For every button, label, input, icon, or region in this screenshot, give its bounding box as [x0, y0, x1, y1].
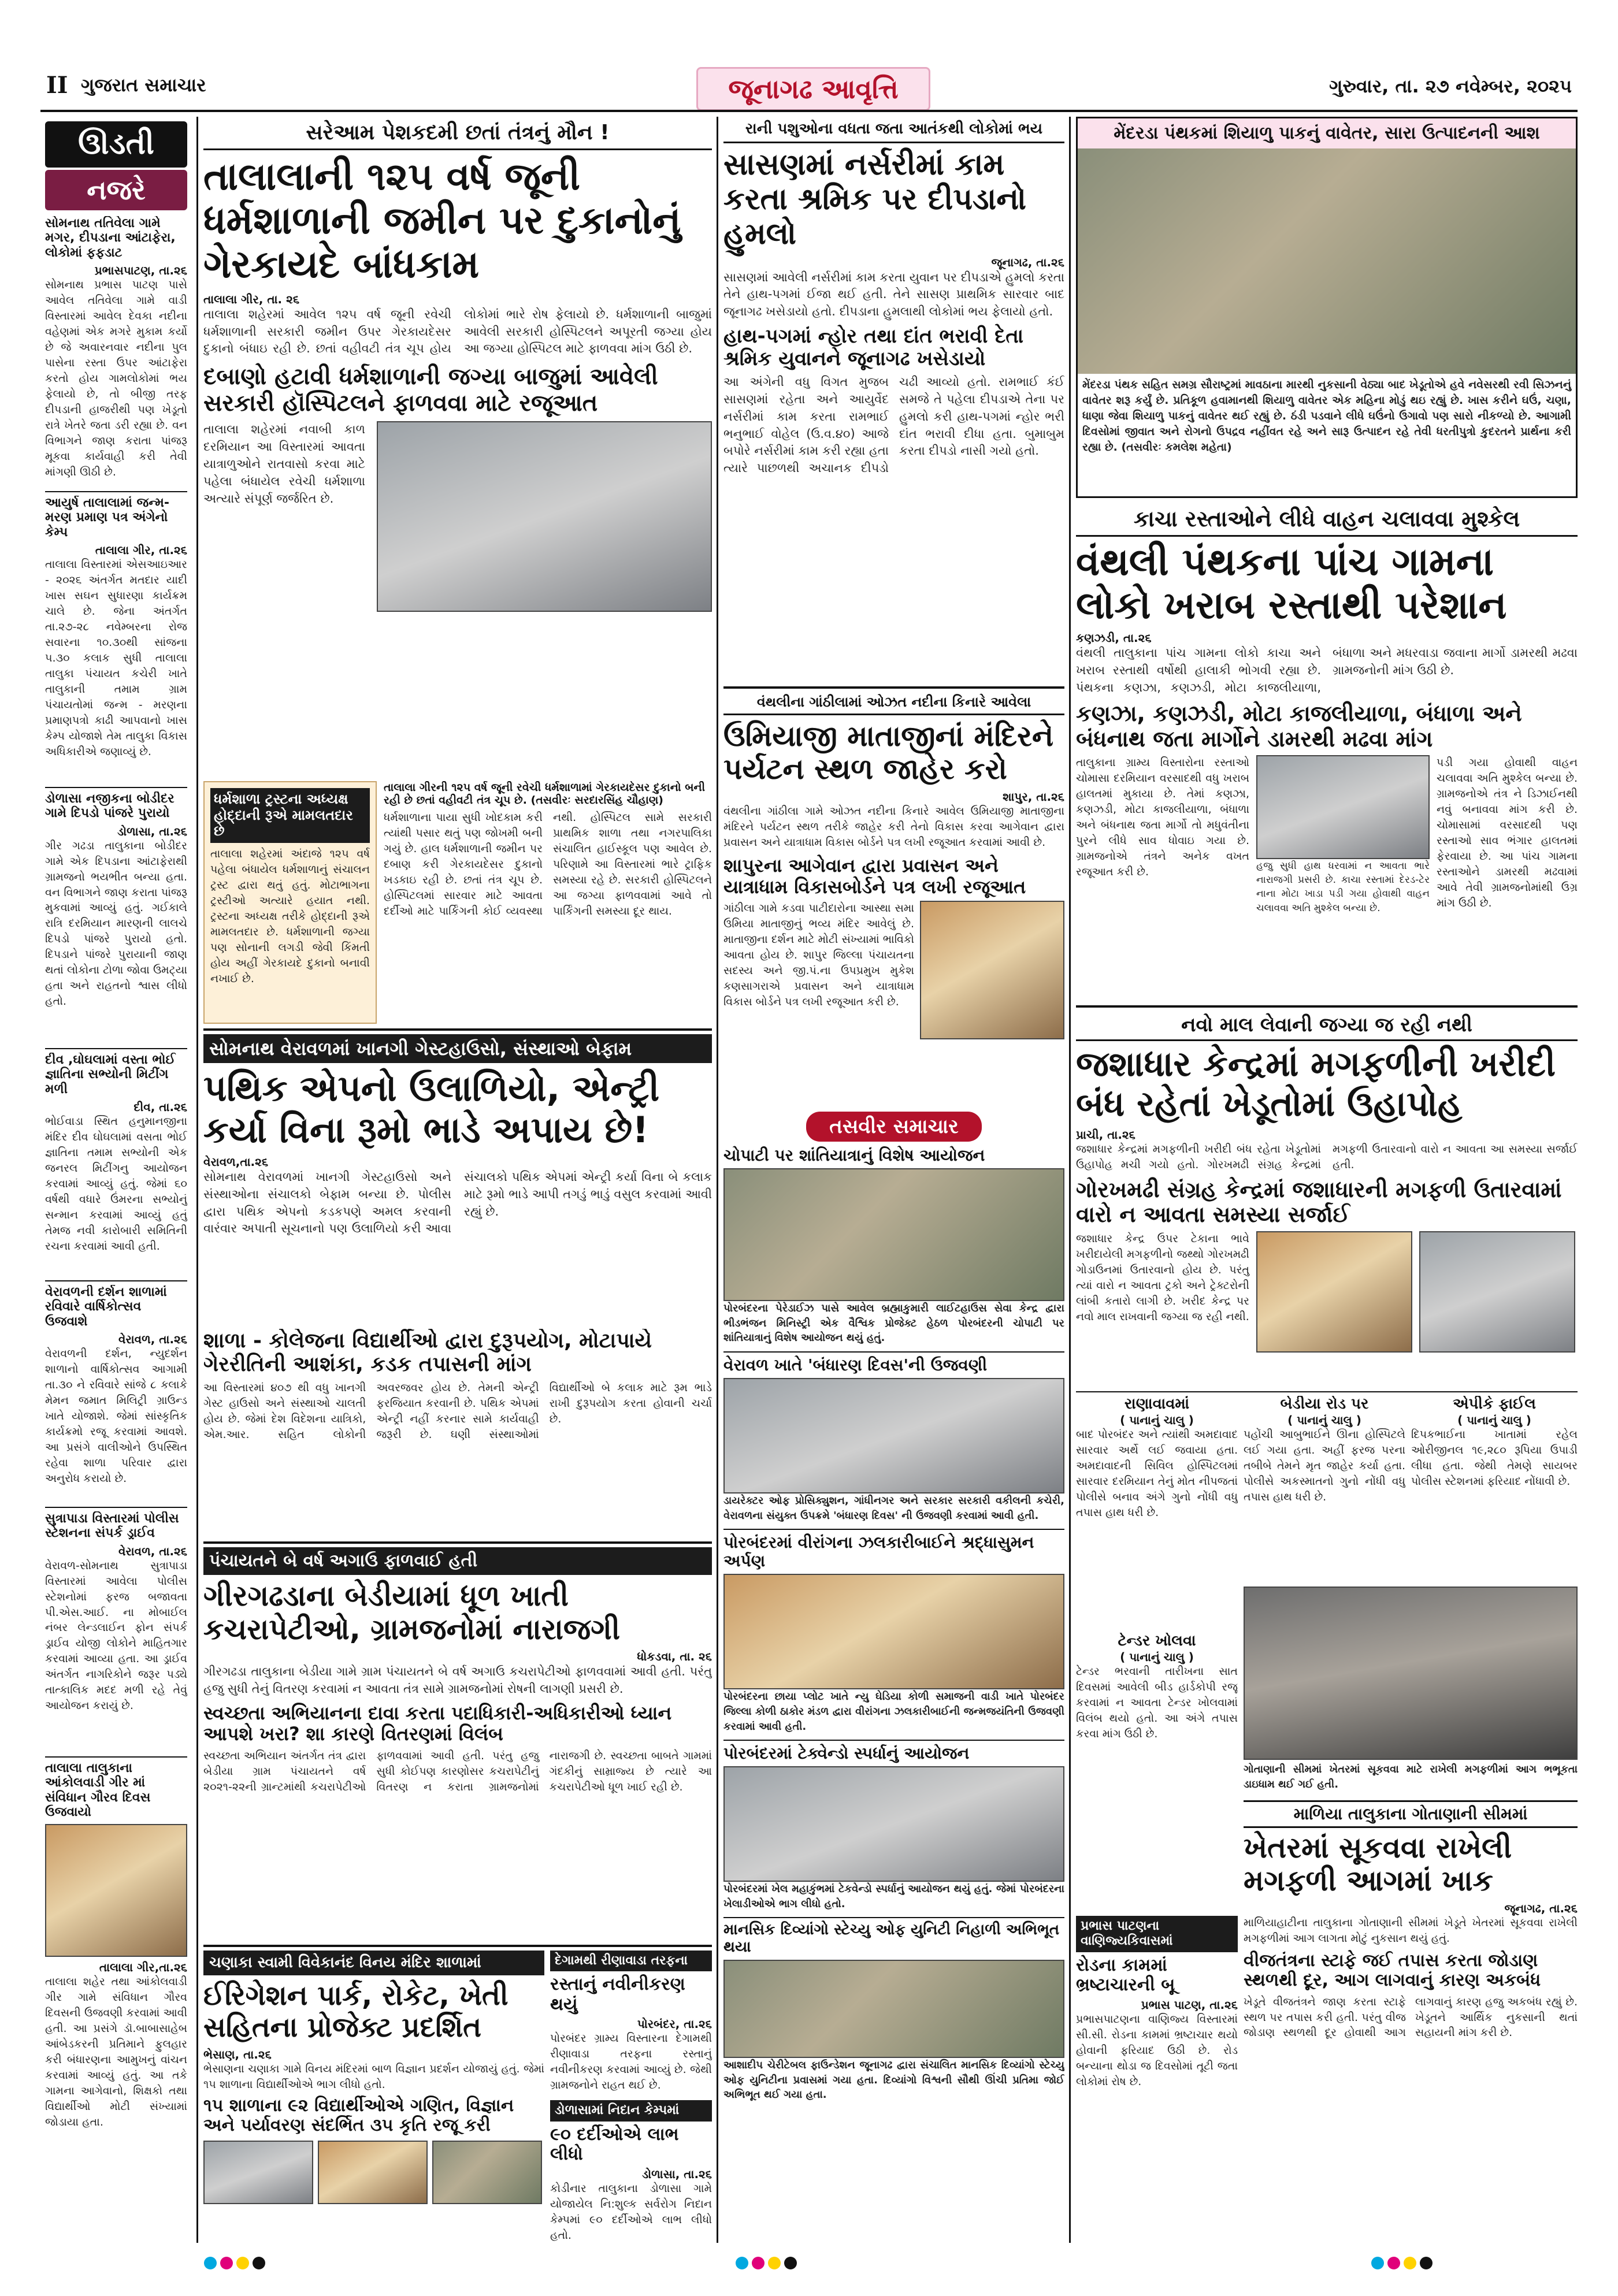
udti-item-photo-caption: તાલાલા ગીર,તા.૨૬ [99, 1960, 187, 1975]
jashadhar-dateline: પ્રાચી, તા.૨૬ [1076, 1127, 1135, 1142]
fire-headline: ખેતરમાં સૂકવવા રાખેલી મગફળી આગમાં ખાક [1244, 1830, 1512, 1898]
edition-title-text: જૂનાગઢ આવૃત્તિ [728, 73, 899, 105]
udti-item-dateline: તાલાલા ગીર, તા.૨૬ [95, 543, 187, 557]
dharmashala-body-1: તાલાલા શહેરમાં આવેલ ૧૨૫ વર્ષ જૂની રવેચી ધર્મશાળાની સરકારી જમીન ઉપર ગેરકાયદેસર દુકાનો બંધાઇ રહી છે. છતાં વહીવટી તંત્ર ચૂપ હોય લોકોમાં ભારે રોષ ફેલાયો છે. ધર્મશાળાની બાજુમાં આવેલી સરકારી હોસ્પિટલને અપૂરતી જગ્યા હોય આ જગ્યા હોસ્પિટલ માટે ફાળવવા માંગ ઉઠી છે. [203, 307, 712, 356]
dharmashala-dateline: તાલાલા ગીર, તા. ૨૬ [203, 292, 300, 306]
ranavav-rasta-dateline: પોરબંદર, તા.૨૬ [637, 2017, 712, 2031]
reg-dot-yellow [768, 2257, 781, 2269]
kacha-rasta-kicker: કાચા રસ્તાઓને લીધે વાહન ચલાવવા મુશ્કેલ [1076, 504, 1578, 537]
pathik-story [203, 1034, 712, 1323]
reg-dot-magenta [752, 2257, 765, 2269]
udti-najare-column [40, 117, 192, 2243]
pathik-kicker: સોમનાથ વેરાવળમાં ખાનગી ગેસ્ટહાઉસો, સંસ્થાઓ બેફામ [203, 1034, 712, 1063]
shiyalu-field-photo [1078, 148, 1576, 374]
umiyaji-subhead: શાપુરના આગેવાન દ્વારા પ્રવાસન અને યાત્રાધામ વિકાસબોર્ડને પત્ર લખી રજૂઆત [723, 854, 1026, 898]
umiyaji-kicker: વંથલીના ગાંઠીલામાં ઓઝત નદીના કિનારે આવેલા [723, 691, 1064, 715]
udti-item [45, 1761, 187, 2241]
reg-dot-cyan [736, 2257, 748, 2269]
issue-date: ગુરુવાર, તા. ૨૭ નવેમ્બર, ૨૦૨૫ [1329, 75, 1572, 97]
continued-body: બાદ પોરબંદર અને ત્યાંથી અમદાવાદ સારવાર અર્થે લઈ જવાયા હતા. અમદાવાદની સિવિલ હોસ્પિટલમાં સારવાર દરમિયાન તેનું મોત નીપજતાં પોલીસે બનાવ અંગે ગુનો નોંધી વધુ તપાસ હાથ ધરી છે. [1076, 1428, 1238, 1519]
tasvir-banner [723, 1112, 1064, 1142]
pathik-headline: પથિક એપનો ઉલાળિયો, એન્ટ્રી કર્યા વિના રૂમો ભાડે અપાય છે! [203, 1067, 660, 1151]
fire-kicker: માળિયા તાલુકાના ગોતાણાની સીમમાં [1244, 1800, 1578, 1828]
tasvir-photo-jhalkaribai [723, 1574, 1064, 1689]
continued-body: દિપકભાઈના ખાતામાં રહેલ ઓરીજીનલ ૧૯,૨૮૦ રૂપિયા ઉપાડી લીધા હતા. જેથી તેમણે સાયબર પોલીસ સ્ટેશનમાં ફરિયાદ નોંધાવી છે. [1411, 1428, 1578, 1488]
girgadhda-headline: ગીરગઢડાના બેડીયામાં ધૂળ ખાતી કચરાપેટીઓ, ગ્રામજનોમાં નારાજગી [203, 1579, 621, 1646]
tasvir-item-headline: માનસિક દિવ્યાંગો સ્ટેચ્યુ ઓફ યુનિટી નિહાળી અભિભૂત થયા [723, 1917, 1064, 1956]
irrigation-dateline: ભેસાણ, તા.૨૬ [203, 2047, 272, 2061]
udti-item-headline: દીવ ,ઘોઘલામાં વસ્તા ભોઈ જ્ઞાતિના સભ્યોની મિટીંગ મળી [45, 1053, 176, 1097]
reg-dot-magenta [1387, 2257, 1400, 2269]
udti-item-headline: આયુર્ષ તાલાલામાં જન્મ-મરણ પ્રમાણ પત્ર અંગેનો કેમ્પ [45, 496, 170, 540]
udti-item-dateline: વેરાવળ, તા.૨૬ [118, 1332, 187, 1346]
sasan-body-1: સાસણમાં આવેલી નર્સરીમાં કામ કરતા યુવાન પર દીપડાએ હુમલો કરતા તેને હાથ-પગમાં ઈજા થઈ હતી. તેને સાસણ પ્રાથમિક સારવાર બાદ જૂનાગઢ ખસેડાયો હતો. દીપડાના હુમલાથી લોકોમાં ભય ફેલાયો હતો. [723, 270, 1064, 319]
paper-name: ગુજરાત સમાચાર [81, 74, 206, 96]
udti-item-headline: વેરાવળની દર્શન શાળામાં રવિવારે વાર્ષિકોત્સવ ઉજવાશે [45, 1285, 167, 1329]
kacha-rasta-headline: વંથલી પંથકના પાંચ ગામના લોકો ખરાબ રસ્તાથી પરેશાન [1076, 539, 1507, 628]
rode-body: પ્રભાસપાટણના વાણિજ્ય વિસ્તારમાં સી.સી. રોડના કામમાં ભ્રષ્ટાચાર થયો હોવાની ફરિયાદ ઉઠી છે. રોડ બન્યાના થોડા જ દિવસોમાં તૂટી જતા લોકોમાં રોષ છે. [1076, 2012, 1238, 2088]
rode-headline: રોડના કામમાં ભ્રષ્ટાચારની બૂ [1076, 1955, 1175, 1996]
udti-title-top-text: ઊડતી [78, 127, 154, 161]
udti-item [45, 1511, 187, 1754]
udti-item-body: તાલાલા શહેર તથા આંકોલવાડી ગીર ગામે સંવિધાન ગૌરવ દિવસની ઉજવણી કરવામાં આવી હતી. આ પ્રસંગે ડૉ.બાબાસાહેબ આંબેડકરની પ્રતિમાને ફુલહાર કરી બંધારણના આમુખનું વાંચન કરવામાં આવ્યું હતું. આ તકે ગામના આગેવાનો, શિક્ષકો તથા વિદ્યાર્થીઓ મોટી સંખ્યામાં જોડાયા હતા. [45, 1975, 187, 2128]
dharmashala-kicker: સરેઆમ પેશકદમી છતાં તંત્રનું મૌન ! [203, 117, 712, 150]
udti-title-bottom-text: નજરે [87, 174, 146, 206]
irrigation-subhead: ૧૫ શાળાના ૯૨ વિદ્યાર્થીઓએ ગણિત, વિજ્ઞાન અને પર્યાવરણ સંદર્ભિત ૩૫ કૃતિ રજૂ કરી [203, 2095, 514, 2135]
tasvir-photo-bandharan [723, 1378, 1064, 1493]
samvidhan-photo [45, 1824, 187, 1957]
jashadhar-body: જશાધાર કેન્દ્રમાં મગફળીની ખરીદી બંધ રહેતા ખેડૂતોમાં ઉહાપોહ મચી ગયો હતો. ગોરખમઢી સંગ્રહ કેન્દ્રમાં મગફળી ઉતારવાનો વારો ન આવતા આ સમસ્યા સર્જાઈ હતી. [1076, 1142, 1578, 1171]
dharmashala-photo [377, 421, 712, 612]
dharmashala-headline: તાલાલાની ૧૨૫ વર્ષ જૂની ધર્મશાળાની જમીન પર દુકાનોનું ગેરકાયદે બાંધકામ [203, 154, 681, 287]
girgadhda-body-2: સ્વચ્છતા અભિયાન અંતર્ગત તંત્ર દ્વારા બેડીયા ગ્રામ પંચાયતને વર્ષ ૨૦૨૧-૨૨ની ગ્રાન્ટમાંથી કચરાપેટીઓ ફાળવવામાં આવી હતી. પરંતુ હજુ સુધી કોઈપણ કારણોસર કચરાપેટીનું વિતરણ ન કરાતા ગ્રામજનોમાં નારાજગી છે. સ્વચ્છતા બાબતે ગામમાં ગંદકીનું સામ્રાજ્ય છે ત્યારે આ કચરાપેટીઓ ધૂળ ખાઈ રહી છે. [203, 1749, 712, 1794]
dharmashala-body-2: તાલાલા શહેરમાં નવાબી કાળ દરમિયાન આ વિસ્તારમાં આવતા યાત્રાળુઓને રાતવાસો કરવા માટે પહેલા બંધાયેલ રવેચી ધર્મશાળા અત્યારે સંપૂર્ણ જર્જરિત છે. [203, 422, 365, 506]
dolasa-camp-dateline: ડોળાસા, તા.૨૬ [642, 2167, 712, 2181]
umiyaji-temple-photo [920, 901, 1064, 1039]
udti-item-headline: સુત્રાપાડા વિસ્તારમાં પોલીસ સ્ટેશનના સંપર્ક ડ્રાઈવ [45, 1511, 179, 1541]
udti-item-headline: ડોળાસા નજીકના બોડીદર ગામે દિપડો પાંજરે પુરાયો [45, 792, 175, 821]
sasan-subhead: હાથ-પગમાં ન્હોર તથા દાંત ભરાવી દેતા શ્રમિક યુવાનને જૂનાગઢ ખસેડાયો [723, 325, 1024, 371]
girgadhda-dateline: ધોકડવા, તા. ૨૬ [637, 1649, 712, 1663]
sasan-story [723, 117, 1064, 683]
continued-title: રાણાવાવમાં [1124, 1396, 1190, 1413]
jashadhar-photo-2 [1419, 1231, 1575, 1353]
ranavav-rasta-body: પોરબંદર ગ્રામ્ય વિસ્તારના દેગામથી રીણાવાડા તરફના રસ્તાનું નવીનીકરણ કરવામાં આવ્યું છે. જેથી ગ્રામજનોને રાહત થઈ છે. [550, 2032, 712, 2092]
jashadhar-kicker: નવો માલ લેવાની જગ્યા જ રહી નથી [1076, 1011, 1578, 1041]
sasan-kicker: રાની પશુઓના વધતા જતા આતંકથી લોકોમાં ભય [723, 117, 1064, 143]
irrigation-body: ભેસાણના ચણાકા ગામે વિનય મંદિરમાં બાળ વિજ્ઞાન પ્રદર્શન યોજાયું હતું. જેમાં ૧૫ શાળાના વિદ્યાર્થીઓએ ભાગ લીધો હતો. [203, 2062, 544, 2091]
rode-dateline: પ્રભાસ પાટણ, તા.૨૬ [1141, 1997, 1238, 2012]
udti-item-dateline: ડોળાસા, તા.૨૬ [117, 824, 187, 838]
reg-dot-yellow [236, 2257, 249, 2269]
fire-photo [1244, 1587, 1578, 1760]
tasvir-photo-statue-of-unity [723, 1960, 1064, 2058]
pathik-body-2: આ વિસ્તારમાં ૪૦૭ થી વધુ ખાનગી ગેસ્ટ હાઉસો અને સંસ્થાઓ ચાલતી હોય છે. જેમાં દેશ વિદેશના યાત્રિકો, એમ.આર. સહિત લોકોની અવરજવર હોય છે. તેમની એન્ટ્રી ફરજિયાત કરવાની છે. પથિક એપમાં એન્ટ્રી નહીં કરનાર સામે કાર્યવાહી જરૂરી છે. ઘણી સંસ્થાઓમાં વિદ્યાર્થીઓ બે કલાક માટે રૂમ ભાડે રાખી દુરૂપયોગ કરતા હોવાની ચર્ચા છે. [203, 1381, 712, 1441]
tasvir-item-headline: ચોપાટી પર શાંતિયાત્રાનું વિશેષ આયોજન [723, 1146, 985, 1165]
tasvir-samachar [723, 1109, 1064, 2243]
dharmashala-story [203, 117, 712, 781]
tasvir-item-caption: પોરબંદરના છાયા પ્લોટ ખાતે ન્યુ ઘેડિયા કોળી સમાજની વાડી ખાતે પોરબંદર જિલ્લા કોળી ઠાકોર મંડળ દ્વારા વીરાંગના ઝલકારીબાઈની જન્મજયંતિની ઉજવણી કરવામાં આવી હતી. [723, 1691, 1064, 1733]
dharmashala-body-3: ધર્મશાળાના પાયા સુધી ખોદકામ કરી ત્યાંથી પસાર થતું પણ જોખમી બની ગયું છે. હાલ ધર્મશાળાની જમીન પર દબાણ કરી ગેરકાયદેસર દુકાનો ખડકાઇ રહી છે. છતાં તંત્ર ચૂપ છે. હોસ્પિટલમાં સારવાર માટે આવતા દર્દીઓ માટે પાર્કિંગની કોઈ વ્યવસ્થા નથી. હોસ્પિટલ સામે સરકારી પ્રાથમિક શાળા તથા નગરપાલિકા સંચાલિત હાઈસ્કૂલ પણ આવેલ છે. પરિણામે આ વિસ્તારમાં ભારે ટ્રાફિક સમસ્યા રહે છે. સરકારી હોસ્પિટલને આ જગ્યા ફાળવવામાં આવે તો પાર્કિંગની સમસ્યા દૂર થાય. [384, 811, 712, 917]
dharmashala-continued [384, 781, 712, 1024]
continued-col-tender [1076, 1633, 1238, 1910]
kacha-rasta-story [1076, 504, 1578, 1001]
tasvir-item-caption: આશાદીપ ચેરીટેબલ ફાઉન્ડેશન જૂનાગઢ દ્વારા સંચાલિત માનસિક દિવ્યાંગો સ્ટેચ્યુ ઓફ યુનિટીના પ્રવાસમાં ગયા હતા. દિવ્યાંગો વિશ્વની સૌથી ઊંચી પ્રતિમા જોઈ અભિભૂત થઈ ગયા હતા. [723, 2059, 1064, 2101]
kacha-rasta-body-1: વંથલી તાલુકાના પાંચ ગામના લોકો કાચા અને ખરાબ રસ્તાથી વર્ષોથી હાલાકી ભોગવી રહ્યા છે. પંથકના કણઝા, કણઝડી, મોટા કાજલીયાળા, બંધાળા અને મધરવાડા જવાના માર્ગો ડામરથી મઢવા ગ્રામજનોની માંગ ઉઠી છે. [1076, 646, 1578, 694]
ranavav-rasta-story [550, 1951, 712, 2243]
udti-item [45, 216, 187, 488]
masthead-rule [40, 110, 1578, 112]
ranavav-rasta-headline: રસ્તાનું નવીનીકરણ થયું [550, 1974, 685, 2015]
reg-dot-black [1420, 2257, 1433, 2269]
udti-item-dateline: પ્રભાસપાટણ, તા.૨૬ [94, 263, 187, 277]
udti-item-dateline: દીવ, તા.૨૬ [133, 1099, 187, 1114]
shiyalu-kicker: મેંદરડા પંથકમાં શિયાળુ પાકનું વાવેતર, સારા ઉત્પાદનની આશ [1078, 118, 1576, 148]
kacha-rasta-body-2: તાલુકાના ગ્રામ્ય વિસ્તારોના રસ્તાઓ ચોમાસા દરમિયાન વરસાદથી વધુ ખરાબ હાલતમાં મુકાયા છે. તેમાં કણઝા, કણઝડી, મોટા કાજલીયાળા, બંધાળા અને બંધનાથ જતા માર્ગો તો મધુવંતીના પુરને લીધે સાવ ધોવાઇ ગયા છે. ગ્રામજનોએ તંત્રને અનેક વખત રજૂઆત કરી છે. [1076, 756, 1249, 878]
side-box-title: ધર્મશાળા ટ્રસ્ટના અધ્યક્ષ હોદ્દાની રૂએ મામલતદાર છે [210, 788, 370, 843]
rode-story [1076, 1916, 1238, 2243]
udti-item [45, 1053, 187, 1278]
continued-col-apk [1411, 1396, 1578, 1581]
side-box-body: તાલાલા શહેરમાં અંદાજે ૧૨૫ વર્ષ પહેલા બંધાયેલ ધર્મશાળાનું સંચાલન ટ્રસ્ટ દ્વારા થતું હતું. મોટાભાગના ટ્રસ્ટીઓ અત્યારે હયાત નથી. ટ્રસ્ટના અધ્યક્ષ તરીકે હોદ્દાની રૂએ મામલતદાર છે. ધર્મશાળાની જગ્યા પણ સોનાની લગડી જેવી કિંમતી હોય અહીં ગેરકાયદે દુકાનો બનાવી નખાઈ છે. [210, 847, 370, 985]
kacha-rasta-subhead: કણઝા, કણઝડી, મોટા કાજલીયાળા, બંધાળા અને બંધનાથ જતા માર્ગોને ડામરથી મઢવા માંગ [1076, 700, 1522, 752]
sasan-headline: સાસણમાં નર્સરીમાં કામ કરતા શ્રમિક પર દીપડાનો હુમલો [723, 147, 1027, 251]
udti-item-body: વેરાવળની દર્શન, ન્યુદર્શન શાળાનો વાર્ષિકોત્સવ આગામી તા.૩૦ ને રવિવારે સાંજે ૮ કલાકે મેમન જમાત મિલિટ્રી ગ્રાઉન્ડ ખાતે યોજાશે. જેમાં સાંસ્કૃતિક કાર્યક્રમો રજૂ કરવામાં આવશે. આ પ્રસંગે વાલીઓને ઉપસ્થિત રહેવા શાળા પરિવાર દ્વારા અનુરોધ કરાયો છે. [45, 1347, 187, 1485]
continued-title: એપીકે ફાઈલ [1453, 1396, 1536, 1413]
tasvir-item-headline: પોરબંદરમાં ટેક્વેન્ડો સ્પર્ધાનું આયોજન [723, 1740, 1064, 1763]
girgadhda-subhead: સ્વચ્છતા અભિયાનના દાવા કરતા પદાધિકારી-અધિકારીઓ ધ્યાન આપશે ખરા? શા કારણે વિતરણમાં વિલંબ [203, 1701, 672, 1745]
masthead [0, 0, 1618, 116]
shiyalu-caption: મેંદરડા પંથક સહિત સમગ્ર સૌરાષ્ટ્રમાં માવઠાના મારથી નુકસાની વેઠ્યા બાદ ખેડૂતોએ હવે નવેસરથી રવી સિઝનનું વાવેતર શરૂ કર્યું છે. પ્રતિકૂળ હવામાનથી શિયાળુ વાવેતર એક મહિના મોડું થઇ રહ્યું છે. ખાસ કરીને ઘઉં, ચણા, ધાણા જેવા શિયાળુ પાકનું વાવેતર થઈ રહ્યું છે. ઠંડી પડવાને લીધે ઘઉંનો ઉગાવો પણ સારો નીકળ્યો છે. આગામી દિવસોમાં જીવાત અને રોગનો ઉપદ્રવ નહીંવત રહે અને સારૂ ઉત્પાદન રહે તેવી ધરતીપુત્રો કુદરતને પ્રાર્થના કરી રહ્યા છે. (તસવીરઃ કમલેશ મહેતા) [1082, 378, 1571, 454]
umiyaji-body-1: વંથલીના ગાંઠીલા ગામે ઓઝત નદીના કિનારે આવેલ ઉમિયાજી માતાજીના મંદિરને પર્યટન સ્થળ તરીકે જાહેર કરી તેનો વિકાસ કરવા આગેવાન દ્વારા પ્રવાસન અને યાત્રાધામ વિકાસ બોર્ડને પત્ર લખી રજૂઆત કરવામાં આવી છે. [723, 804, 1064, 849]
irrigation-photo-3 [432, 2141, 542, 2204]
tasvir-item-caption: ડાયરેક્ટર ઓફ પ્રોસિક્યુશન, ગાંધીનગર અને સરકાર સરકારી વકીલની કચેરી, વેરાવળના સંયુક્ત ઉપક્રમે 'બંધારણ દિવસ' ની ઉજવણી કરવામાં આવી હતી. [723, 1495, 1064, 1522]
fire-subhead: વીજતંત્રના સ્ટાફે જઈ તપાસ કરતા જોડાણ સ્થળથી દૂર, આગ લાગવાનું કારણ અકબંધ [1244, 1950, 1541, 1991]
pathik-dateline: વેરાવળ,તા.૨૬ [203, 1154, 269, 1169]
dharmashala-photo-caption: તાલાલા ગીરની ૧૨૫ વર્ષ જૂની રવેચી ધર્મશાળામાં ગેરકાયદેસર દુકાનો બની રહી છે છતાં વહીવટી તંત્ર ચૂપ છે. (તસવીરઃ સરદારસિંહ ચૌહાણ) [384, 781, 706, 807]
fire-body: માળિયાહાટીના તાલુકાના ગોતાણાની સીમમાં ખેડૂતે ખેતરમાં સૂકવવા રાખેલી મગફળીમાં આગ લાગતા મોટું નુકસાન થયું હતું. [1244, 1916, 1578, 1945]
rode-kicker: પ્રભાસ પાટણના વાણિજ્યકિવાસમાં [1076, 1916, 1238, 1952]
jashadhar-photo-1 [1256, 1231, 1412, 1353]
umiyaji-story [723, 691, 1064, 1107]
irrigation-photo-2 [318, 2141, 428, 2204]
dolasa-camp-body: કોડીનાર તાલુકાના ડોળાસા ગામે યોજાયેલ નિ:શુલ્ક સર્વરોગ નિદાન કેમ્પમાં ૯૦ દર્દીઓએ લાભ લીધો હતો. [550, 2182, 712, 2242]
dolasa-camp-kicker: ડોળાસામાં નિદાન કેમ્પમાં [550, 2100, 712, 2121]
umiyaji-body-2: ગાંઠીલા ગામે કડવા પાટીદારોના આસ્થા સમા ઉમિયા માતાજીનું ભવ્ય મંદિર આવેલું છે. માતાજીના દર્શન માટે મોટી સંખ્યામાં ભાવિકો આવતા હોય છે. શાપુર જિલ્લા પંચાયતના સદસ્ય અને જી.પં.ના ઉપપ્રમુખ મુકેશ કણસાગરાએ પ્રવાસન અને યાત્રાધામ વિકાસ બોર્ડને પત્ર લખી રજૂઆત કરી છે. [723, 902, 914, 1009]
continued-body: ટેન્ડર ભરવાની તારીખના સાત દિવસમાં આવેલી બીડ હાર્ડકોપી રજૂ કરવામાં ન આવતા ટેન્ડર ખોલવામાં વિલંબ થયો હતો. આ અંગે તપાસ કરવા માંગ ઉઠી છે. [1076, 1665, 1238, 1740]
mangrol-fire-story [1244, 1800, 1578, 2243]
udti-item-body: ભોઈવાડા સ્થિત હનુમાનજીના મંદિર દીવ ઘોઘલામાં વસતા ભોઈ જ્ઞાતિના તમામ સભ્યોની એક જનરલ મિટીંગનુ આયોજન કરવામાં આવ્યું હતું. જેમાં ૬૦ વર્ષથી વધારે ઉંમરના સભ્યોનું સન્માન કરવામાં આવ્યું હતું તેમજ નવી કારોબારી સમિતિની રચના કરવામાં આવી હતી. [45, 1114, 187, 1253]
girgadhda-body: ગીરગઢડા તાલુકાના બેડીયા ગામે ગ્રામ પંચાયતને બે વર્ષ અગાઉ કચરાપેટીઓ ફાળવવામાં આવી હતી. પરંતુ હજુ સુધી તેનું વિતરણ કરવામાં ન આવતા તંત્ર સામે ગ્રામજનોમાં રોષની લાગણી પ્રસરી છે. [203, 1665, 712, 1696]
continued-col-ranavav [1076, 1396, 1238, 1627]
udti-item-body: સોમનાથ પ્રભાસ પાટણ પાસે આવેલ તતિવેલા ગામે વાડી વિસ્તારમાં આવેલ દેવકા નદીના વહેણમાં એક મગરે મુકામ કર્યો છે જે અવારનવાર નદીના પુલ પાસેના રસ્તા ઉપર આંટાફેરા કરતો હોય ગામલોકોમાં ભય ફેલાયો છે, તો બીજી તરફ દીપડાની હાજરીથી પણ ખેડૂતો રાત્રે ખેતરે જતા ડરી રહ્યા છે. વન વિભાગને જાણ કરાતા પાંજરૂ મૂકવા કાર્યવાહી કરી તેવી માંગણી ઊઠી છે. [45, 278, 187, 478]
kacha-rasta-photo [1256, 755, 1430, 859]
continued-body: પહોંચી આબુભાઈને ઊના હોસ્પિટલે લઈ ગયા હતા. અહીં ફરજ પરના તબીબે તેમને મૃત જાહેર કર્યા હતા. પોલીસે અકસ્માતનો ગુનો નોંધી વધુ તપાસ હાથ ધરી છે. [1244, 1428, 1405, 1503]
udti-title-bottom [45, 170, 187, 210]
reg-dot-black [253, 2257, 265, 2269]
girgadhda-story [203, 1547, 712, 1940]
dharmashala-subhead: દબાણો હટાવી ધર્મશાળાની જગ્યા બાજુમાં આવેલી સરકારી હૉસ્પિટલને ફાળવવા માટે રજૂઆત [203, 363, 658, 417]
tasvir-photo-taekwondo [723, 1766, 1064, 1882]
jashadhar-body-2: જશાધાર કેન્દ્ર ઉપર ટેકાના ભાવે ખરીદાયેલી મગફળીનો જથ્થો ગોરખમઢી ગોડાઉનમાં ઉતારવાનો હોય છે. પરંતુ ત્યાં વારો ન આવતા ટ્રકો અને ટ્રેક્ટરોની લાંબી કતારો લાગી છે. ખરીદ કેન્દ્ર પર નવો માલ રાખવાની જગ્યા જ રહી નથી. [1076, 1232, 1249, 1323]
udti-item [45, 1285, 187, 1504]
pathik-continued [203, 1329, 712, 1537]
fire-dateline: જૂનાગઢ, તા.૨૬ [1504, 1901, 1578, 1915]
umiyaji-headline: ઉમિયાજી માતાજીનાં મંદિરને પર્યટન સ્થળ જાહેર કરો [723, 719, 1054, 786]
page-number: II [46, 72, 68, 99]
udti-item-dateline: વેરાવળ, તા.૨૬ [118, 1544, 187, 1558]
tasvir-item-headline: પોરબંદરમાં વીરાંગના ઝલકારીબાઈને શ્રદ્ધાસુમન અર્પણ [723, 1529, 1064, 1570]
tasvir-item-caption: પોરબંદરના પેરેડાઈઝ પાસે આવેલ બ્રહ્માકુમારી લાઈટહાઉસ સેવા કેન્દ્ર દ્વારા ભીડભંજન મિનિસ્ટ્રી એક વૈશ્વિક પ્રોજેક્ટ હેઠળ પોરબંદરની ચોપાટી પર શાંતિયાત્રાનું વિશેષ આયોજન થયું હતું. [723, 1302, 1064, 1344]
tasvir-banner-text: તસવીર સમાચાર [806, 1112, 981, 1142]
irrigation-photo-1 [203, 2141, 313, 2204]
pathik-subhead: શાળા - કોલેજના વિદ્યાર્થીઓ દ્વારા દુરૂપયોગ, મોટાપાયે ગેરરીતિની આશંકા, કડક તપાસની માંગ [203, 1329, 652, 1377]
kacha-rasta-dateline: કણઝડી, તા.૨૬ [1076, 631, 1152, 645]
jashadhar-story [1076, 1011, 1578, 1387]
continued-title: બેડીયા રોડ પર [1280, 1396, 1369, 1413]
ranavav-rasta-kicker: દેગામથી રીણાવાડા તરફના [550, 1951, 712, 1971]
udti-item [45, 792, 187, 1046]
reg-dot-cyan [1371, 2257, 1384, 2269]
fire-body-2: ખેડૂતે વીજતંત્રને જાણ કરતા સ્ટાફે સ્થળ પર તપાસ કરી હતી. પરંતુ વીજ જોડાણ સ્થળથી દૂર હોવાથી આગ લાગવાનું કારણ હજુ અકબંધ રહ્યું છે. ખેડૂતને આર્થિક નુકસાની થતાં સહાયની માંગ કરી છે. [1244, 1995, 1578, 2039]
udti-title-top [45, 121, 187, 168]
reg-dot-cyan [204, 2257, 217, 2269]
irrigation-kicker: ચણાકા સ્વામી વિવેકાનંદ વિનય મંદિર શાળામાં [203, 1951, 544, 1975]
udti-item-body: વેરાવળ-સોમનાથ સુત્રાપાડા વિસ્તારમાં આવેલા પોલીસ સ્ટેશનોમાં ફરજ બજાવતા પી.એસ.આઈ. ના મોબાઈલ નંબર લેન્ડલાઈન ફોન સંપર્ક ડ્રાઈવ યોજી લોકોને માહિતગાર કરવામાં આવ્યા હતા. આ ડ્રાઈવ અંતર્ગત નાગરિકોને જરૂર પડ્યે તાત્કાલિક મદદ મળી રહે તેવું આયોજન કરાયું છે. [45, 1559, 187, 1712]
sasan-dateline: જૂનાગઢ, તા.૨૬ [991, 255, 1064, 269]
jashadhar-headline: જશાધાર કેન્દ્રમાં મગફળીની ખરીદી બંધ રહેતાં ખેડૂતોમાં ઉહાપોહ [1076, 1043, 1556, 1124]
umiyaji-dateline: શાપુર, તા.૨૬ [1003, 789, 1064, 804]
kacha-rasta-photo-caption: હજુ સુધી હાથ ધરવામાં ન આવતા ભારે નારાજગી પ્રસરી છે. કાચા રસ્તામાં દેરડ-ટેર નાના મોટા ખાડા પડી ગયા હોવાથી વાહન ચલાવવા અતિ મુશ્કેલ બન્યા છે. [1256, 860, 1430, 914]
continued-sub: ( પાનાનું ચાલુ ) [1120, 1649, 1194, 1664]
tasvir-item-caption: પોરબંદરમાં ખેલ મહાકુંભમાં ટેકવેન્ડો સ્પર્ધાનું આયોજન થયું હતું. જેમાં પોરબંદરના ખેલાડીઓએ ભાગ લીધો હતો. [723, 1883, 1064, 1910]
reg-dot-yellow [1404, 2257, 1416, 2269]
shiyalu-story [1076, 117, 1578, 498]
pathik-body: સોમનાથ વેરાવળમાં ખાનગી ગેસ્ટહાઉસો અને સંસ્થાઓના સંચાલકો બેફામ બન્યા છે. પોલીસ દ્વારા પથિક એપનો કડકપણે અમલ કરવાની વારંવાર અપાતી સૂચનાનો પણ ઉલાળિયો કરી આવા સંચાલકો પથિક એપમાં એન્ટ્રી કર્યા વિના બે કલાક માટે રૂમો ભાડે આપી તગડું ભાડું વસુલ કરવામાં આવી રહ્યું છે. [203, 1169, 712, 1236]
udti-item-body: ગીર ગઢડા તાલુકાના બોડીદર ગામે એક દિપડાના આંટાફેરાથી ગ્રામજનો ભયભીત બન્યા હતા. વન વિભાગને જાણ કરાતા પાંજરૂ મુકવામાં આવ્યું હતું. ગઈકાલે રાત્રિ દરમિયાન મારણની લાલચે દિપડો પાંજરે પુરાયો હતો. દિપડાને પાંજરે પુરાયાની જાણ થતાં લોકોના ટોળા જોવા ઉમટ્યા હતા અને રાહતનો શ્વાસ લીધો હતો. [45, 839, 187, 1008]
dharmashala-side-box [203, 781, 377, 1024]
print-registration-marks [40, 2253, 1578, 2276]
sasan-body-2: આ અંગેની વધુ વિગત મુજબ સાસણમાં રહેતા અને આયુર્વેદ નર્સરીમાં કામ કરતા રામભાઈ ભનુભાઈ વોહેલ (ઉ.વ.૪૦) આજે બપોરે નર્સરીમાં કામ કરી રહ્યા હતા ત્યારે પાછળથી અચાનક દીપડો ચઢી આવ્યો હતો. રામભાઈ કંઈ સમજે તે પહેલા દીપડાએ તેના પર હુમલો કરી હાથ-પગમાં ન્હોર ભરી દાંત ભરાવી દીધા હતા. બુમાબુમ કરતા દીપડો નાસી ગયો હતો. [723, 375, 1064, 475]
reg-dot-black [784, 2257, 797, 2269]
continued-sub: ( પાનાનું ચાલુ ) [1287, 1413, 1361, 1427]
reg-dot-magenta [220, 2257, 233, 2269]
edition-title [696, 67, 930, 111]
udti-item-body: તાલાલા વિસ્તારમાં એસઆઇઆર - ૨૦૨૬ અંતર્ગત મતદાર યાદી ખાસ સઘન સુધારણા કાર્યક્રમ ચાલે છે. જેના અંતર્ગત તા.૨૭-૨૮ નવેમ્બરના રોજ સવારના ૧૦.૩૦થી સાંજના ૫.૩૦ કલાક સુધી તાલાલા તાલુકા પંચાયત કચેરી ખાતે તાલુકાની તમામ ગ્રામ પંચાયતોમાં જન્મ - મરણના પ્રમાણપત્રો કાઢી આપવાનો ખાસ કેમ્પ યોજાશે તેમ તાલુકા વિકાસ અધિકારીએ જણાવ્યું છે. [45, 558, 187, 758]
jashadhar-subhead: ગોરખમઢી સંગ્રહ કેન્દ્રમાં જશાધારની મગફળી ઉતારવામાં વારો ન આવતા સમસ્યા સર્જાઈ [1076, 1176, 1562, 1228]
continued-sub: ( પાનાનું ચાલુ ) [1120, 1413, 1194, 1427]
tasvir-photo-shantiyatra [723, 1168, 1064, 1301]
irrigation-headline: ઈરિગેશન પાર્ક, રોકેટ, ખેતી સહિતના પ્રોજેક્ટ પ્રદર્શિત [203, 1979, 509, 2044]
girgadhda-kicker: પંચાયતને બે વર્ષ અગાઉ ફાળવાઈ હતી [203, 1547, 712, 1575]
tasvir-item-headline: વેરાવળ ખાતે 'બંધારણ દિવસ'ની ઉજવણી [723, 1351, 1064, 1374]
dolasa-camp-headline: ૯૦ દર્દીઓએ લાભ લીધો [550, 2124, 679, 2165]
continued-title: ટેન્ડર ખોલવા [1118, 1633, 1196, 1649]
continued-sub: ( પાનાનું ચાલુ ) [1457, 1413, 1531, 1427]
udti-item-headline: સોમનાથ તતિવેલા ગામે મગર, દીપડાના આંટાફેરા, લોકોમાં ફફડાટ [45, 216, 176, 260]
udti-item [45, 496, 187, 785]
irrigation-story [203, 1951, 544, 2243]
fire-photo-caption: ગોતાણાની સીમમાં ખેતરમાં સૂકવવા માટે રાખેલી મગફળીમાં આગ ભભૂકતા ડાઇધામ થઈ ગઈ હતી. [1244, 1763, 1578, 1790]
udti-item-headline: તાલાલા તાલુકાના આંકોલવાડી ગીર માં સંવિધાન ગૌરવ દિવસ ઉજવાયો [45, 1761, 151, 1819]
kacha-rasta-body-3: પડી ગયા હોવાથી વાહન ચલાવવા અતિ મુશ્કેલ બન્યા છે. ગ્રામજનોએ તંત્ર ને ડિઝાઈનથી નવું બનાવવા માંગ કરી છે. ચોમાસામાં વરસાદથી પણ રસ્તાઓ સાવ ભંગાર હાલતમાં ફેરવાયા છે. આ પાંચ ગામના રસ્તાઓને ડામરથી મઢવામાં આવે તેવી ગ્રામજનોમાંથી ઉગ્ર માંગ ઉઠી છે. [1437, 756, 1578, 909]
